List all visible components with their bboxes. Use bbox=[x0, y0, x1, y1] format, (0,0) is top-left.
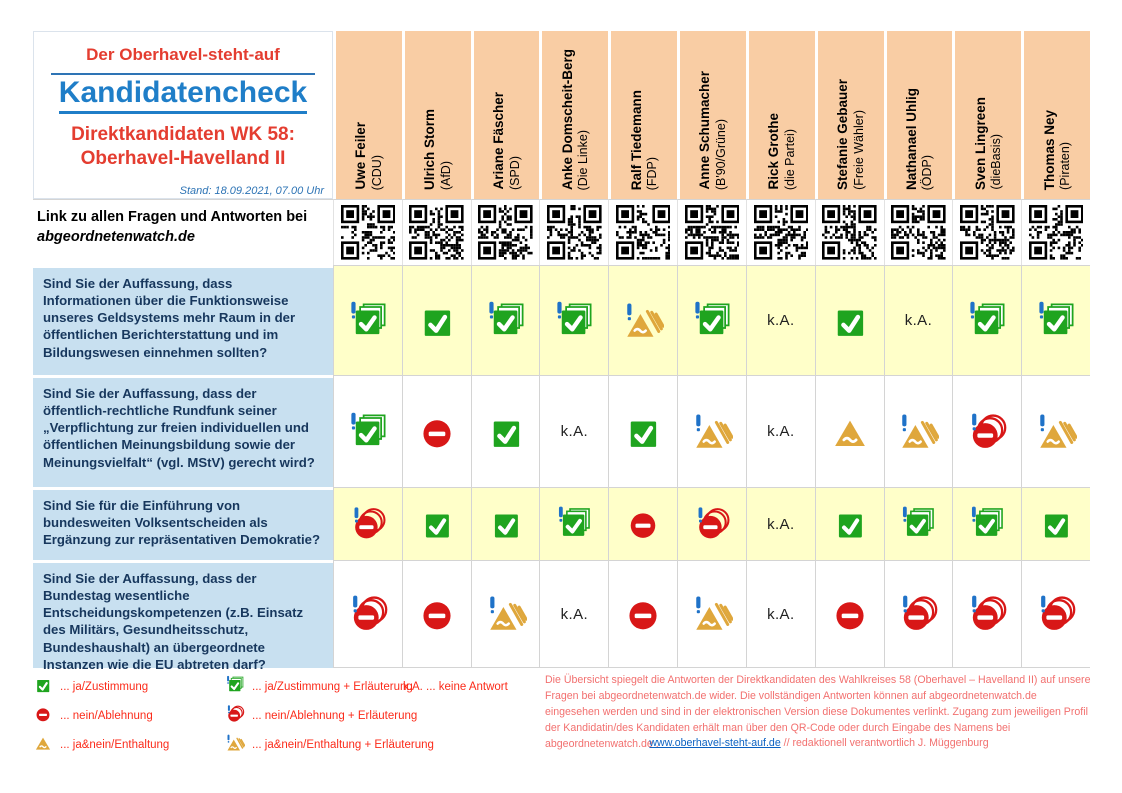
answer-cell bbox=[952, 265, 1021, 375]
ja-zustimmung-erlaeuterung-icon bbox=[485, 300, 527, 342]
question-1: Sind Sie der Auffassung, dass Informationen über die Funktionsweise unseres Geldsystems mehr Raum in der öffentlichen Berichterstattung und im Bildungswesen einnehmen sollten? bbox=[33, 265, 333, 375]
legend-icon-wrap bbox=[33, 675, 53, 698]
legend-icon-wrap bbox=[225, 704, 245, 727]
ja-zustimmung-icon bbox=[829, 300, 871, 342]
candidate-party: (Freie Wähler) bbox=[851, 110, 866, 190]
nein-ablehnung-erlaeuterung-icon bbox=[225, 704, 245, 724]
qr-code-link-11[interactable] bbox=[1021, 199, 1090, 265]
qr-code-link-2[interactable] bbox=[402, 199, 471, 265]
candidate-header-2 bbox=[402, 31, 471, 199]
website-link[interactable]: www.oberhavel-steht-auf.de bbox=[649, 737, 781, 749]
nein-ablehnung-icon bbox=[416, 593, 458, 635]
answer-cell bbox=[333, 560, 402, 668]
answer-cell bbox=[677, 560, 746, 668]
qr-code-link-8[interactable] bbox=[815, 199, 884, 265]
ja-zustimmung-icon bbox=[485, 411, 527, 453]
legend-label: ... ja&nein/Enthaltung bbox=[60, 738, 170, 751]
answer-cell bbox=[884, 265, 953, 375]
no-answer-label: k.A. bbox=[767, 312, 795, 329]
disclaimer-text: Die Übersicht spiegelt die Antworten der Direktkandidaten des Wahlkreises 58 (Oberhavel – Havelland II) auf unsere Fragen bei abgeordnetenwatch.de wider. Die vollständigen Antworten können auf abgeordnetenwatch.de eingesehen werden und sind in der elektronischen Version diese Dokumentes verlinkt. Zugang zum jeweiligen Profil der Kandidatin/des Kandidaten erhält man über den QR-Code oder durch Eingabe des Namens bei abgeordnetenwatch.de . bbox=[545, 674, 1091, 750]
answer-cell bbox=[815, 487, 884, 560]
legend-item-enthE bbox=[225, 733, 434, 756]
answer-cell bbox=[539, 375, 608, 487]
legend-label: ... ja/Zustimmung + Erläuterung bbox=[252, 680, 413, 693]
answer-cell bbox=[746, 375, 815, 487]
legend-item-enth bbox=[33, 733, 225, 756]
answer-cell bbox=[1021, 265, 1090, 375]
candidate-name: Thomas Ney bbox=[1041, 109, 1057, 190]
ja-zustimmung-erlaeuterung-icon bbox=[225, 675, 245, 695]
answer-cell bbox=[402, 487, 471, 560]
ja-zustimmung-erlaeuterung-icon bbox=[555, 505, 593, 543]
qr-code-link-3[interactable] bbox=[471, 199, 540, 265]
legend-keine-antwort: k.A. ... keine Antwort bbox=[403, 680, 508, 693]
legend-item-ja bbox=[33, 675, 225, 698]
legend-label: ... ja&nein/Enthaltung + Erläuterung bbox=[252, 738, 434, 751]
candidate-party: (FDP) bbox=[645, 156, 660, 190]
answer-cell bbox=[402, 265, 471, 375]
candidate-header-5 bbox=[608, 31, 677, 199]
legend-icon-wrap bbox=[33, 704, 53, 727]
answer-cell bbox=[677, 265, 746, 375]
nein-ablehnung-icon bbox=[829, 593, 871, 635]
legend-icon-wrap bbox=[225, 733, 245, 756]
candidate-name: Ulrich Storm bbox=[422, 108, 438, 190]
answer-cell bbox=[1021, 560, 1090, 668]
qr-code-link-9[interactable] bbox=[884, 199, 953, 265]
qr-code-icon bbox=[685, 205, 740, 260]
ja-zustimmung-icon bbox=[487, 505, 525, 543]
qr-code-icon bbox=[822, 205, 877, 260]
ja-zustimmung-erlaeuterung-icon bbox=[553, 300, 595, 342]
ja-zustimmung-icon bbox=[33, 675, 53, 695]
page-title: Kandidatencheck bbox=[59, 76, 307, 114]
answer-cell bbox=[471, 560, 540, 668]
ja-zustimmung-icon bbox=[1037, 505, 1075, 543]
candidate-header-3 bbox=[471, 31, 540, 199]
ja-nein-enthaltung-erlaeuterung-icon bbox=[897, 411, 939, 453]
legend-label: ... ja/Zustimmung bbox=[60, 680, 149, 693]
answer-cell bbox=[333, 265, 402, 375]
answer-cell bbox=[884, 487, 953, 560]
candidate-party: (dieBasis) bbox=[989, 134, 1004, 190]
ja-zustimmung-erlaeuterung-icon bbox=[347, 300, 389, 342]
nein-ablehnung-erlaeuterung-icon bbox=[966, 411, 1008, 453]
legend-label: ... nein/Ablehnung + Erläuterung bbox=[252, 709, 418, 722]
answer-cell bbox=[677, 487, 746, 560]
qr-code-link-1[interactable] bbox=[333, 199, 402, 265]
answer-cell bbox=[1021, 375, 1090, 487]
qr-code-icon bbox=[891, 205, 946, 260]
nein-ablehnung-icon bbox=[33, 704, 53, 724]
candidate-name: Ralf Tiedemann bbox=[628, 89, 644, 190]
candidate-party: (Die Linke) bbox=[576, 129, 591, 190]
answer-cell bbox=[952, 375, 1021, 487]
answer-cell bbox=[746, 487, 815, 560]
ja-nein-enthaltung-icon bbox=[33, 733, 53, 753]
answer-cell bbox=[952, 560, 1021, 668]
qr-code-icon bbox=[547, 205, 602, 260]
candidate-name: Anne Schumacher bbox=[697, 71, 713, 190]
no-answer-label: k.A. bbox=[560, 423, 589, 440]
qr-row-label bbox=[33, 199, 333, 265]
legend-icon-wrap bbox=[33, 733, 53, 756]
answer-cell bbox=[815, 375, 884, 487]
answer-cell bbox=[677, 375, 746, 487]
question-3: Sind Sie für die Einführung von bundesweiten Volksentscheiden als Ergänzung zur repräsentativen Demokratie? bbox=[33, 487, 333, 560]
nein-ablehnung-icon bbox=[416, 411, 458, 453]
ja-zustimmung-erlaeuterung-icon bbox=[691, 300, 733, 342]
candidate-party: (B'90/Grüne) bbox=[713, 118, 728, 190]
subtitle bbox=[34, 123, 332, 172]
qr-code-icon bbox=[616, 205, 671, 260]
candidate-party: (ÖDP) bbox=[920, 154, 935, 190]
ja-zustimmung-icon bbox=[622, 411, 664, 453]
answer-cell bbox=[884, 375, 953, 487]
qr-row-label-line2: abgeordnetenwatch.de bbox=[37, 228, 195, 245]
legend-item-neinE bbox=[225, 704, 418, 727]
ja-nein-enthaltung-erlaeuterung-icon bbox=[1035, 411, 1077, 453]
answer-cell bbox=[471, 487, 540, 560]
candidate-party: (AfD) bbox=[438, 160, 453, 190]
answer-cell bbox=[746, 265, 815, 375]
footer-credit: // redaktionell verantwortlich J. Müggenburg bbox=[780, 737, 989, 749]
ja-nein-enthaltung-erlaeuterung-icon bbox=[691, 593, 733, 635]
no-answer-label: k.A. bbox=[767, 515, 795, 533]
ja-nein-enthaltung-erlaeuterung-icon bbox=[485, 593, 527, 635]
answer-cell bbox=[815, 265, 884, 375]
no-answer-label: k.A. bbox=[560, 605, 589, 623]
no-answer-label: k.A. bbox=[904, 312, 933, 329]
answer-cell bbox=[815, 560, 884, 668]
candidate-party: (SPD) bbox=[507, 155, 522, 190]
candidate-party: (CDU) bbox=[369, 154, 384, 190]
answer-cell bbox=[608, 375, 677, 487]
candidate-name: Ariane Fäscher bbox=[491, 92, 507, 190]
candidate-header-10 bbox=[952, 31, 1021, 199]
ja-zustimmung-icon bbox=[831, 505, 869, 543]
qr-code-icon bbox=[1029, 205, 1084, 260]
ja-zustimmung-icon bbox=[418, 505, 456, 543]
qr-code-icon bbox=[341, 205, 396, 260]
answer-cell bbox=[608, 560, 677, 668]
answer-cell bbox=[333, 375, 402, 487]
legend-item-nein bbox=[33, 704, 225, 727]
answer-cell bbox=[402, 560, 471, 668]
candidate-party: (Piraten) bbox=[1058, 142, 1073, 190]
candidate-header-4 bbox=[539, 31, 608, 199]
subtitle-line1: Direktkandidaten WK 58: bbox=[71, 124, 295, 145]
legend-item-jaE bbox=[225, 675, 413, 698]
answer-cell bbox=[402, 375, 471, 487]
qr-code-link-7[interactable] bbox=[746, 199, 815, 265]
answer-cell bbox=[333, 487, 402, 560]
candidate-name: Stefanie Gebauer bbox=[835, 78, 851, 190]
candidate-header-6 bbox=[677, 31, 746, 199]
answer-cell bbox=[608, 265, 677, 375]
ja-zustimmung-erlaeuterung-icon bbox=[1035, 300, 1077, 342]
answer-cell bbox=[539, 560, 608, 668]
stand-timestamp: Stand: 18.09.2021, 07.00 Uhr bbox=[179, 184, 324, 197]
nein-ablehnung-erlaeuterung-icon bbox=[966, 593, 1008, 635]
nein-ablehnung-erlaeuterung-icon bbox=[693, 505, 731, 543]
candidate-name: Rick Grothe bbox=[766, 113, 782, 190]
ja-nein-enthaltung-icon bbox=[829, 411, 871, 453]
qr-code-link-4[interactable] bbox=[539, 199, 608, 265]
nein-ablehnung-erlaeuterung-icon bbox=[349, 505, 387, 543]
qr-code-icon bbox=[960, 205, 1015, 260]
qr-code-icon bbox=[409, 205, 464, 260]
answer-cell bbox=[471, 265, 540, 375]
qr-code-link-10[interactable] bbox=[952, 199, 1021, 265]
ja-nein-enthaltung-erlaeuterung-icon bbox=[691, 411, 733, 453]
candidate-name: Anke Domscheit-Berg bbox=[559, 48, 575, 190]
answer-cell bbox=[471, 375, 540, 487]
nein-ablehnung-erlaeuterung-icon bbox=[897, 593, 939, 635]
no-answer-label: k.A. bbox=[767, 423, 795, 440]
ja-nein-enthaltung-erlaeuterung-icon bbox=[622, 300, 664, 342]
kandidatencheck-table bbox=[33, 31, 1090, 672]
title-block bbox=[33, 31, 333, 199]
ja-zustimmung-erlaeuterung-icon bbox=[899, 505, 937, 543]
no-answer-label: k.A. bbox=[767, 605, 795, 623]
qr-code-link-5[interactable] bbox=[608, 199, 677, 265]
answer-cell bbox=[1021, 487, 1090, 560]
ja-zustimmung-erlaeuterung-icon bbox=[347, 411, 389, 453]
ja-zustimmung-icon bbox=[416, 300, 458, 342]
candidate-name: Uwe Feiler bbox=[353, 122, 369, 190]
ja-zustimmung-erlaeuterung-icon bbox=[966, 300, 1008, 342]
candidate-header-8 bbox=[815, 31, 884, 199]
qr-row-label-line1: Link zu allen Fragen und Antworten bei bbox=[37, 209, 308, 225]
candidate-name: Nathanael Uhlig bbox=[903, 87, 919, 190]
nein-ablehnung-icon bbox=[624, 505, 662, 543]
ja-zustimmung-erlaeuterung-icon bbox=[968, 505, 1006, 543]
qr-code-link-6[interactable] bbox=[677, 199, 746, 265]
legend-label: ... nein/Ablehnung bbox=[60, 709, 153, 722]
legend bbox=[33, 672, 508, 759]
qr-code-icon bbox=[478, 205, 533, 260]
nein-ablehnung-erlaeuterung-icon bbox=[1035, 593, 1077, 635]
question-4: Sind Sie der Auffassung, dass der Bundestag wesentliche Entscheidungskompetenzen (z.B. Einsatz des Militärs, Gesundheitsschutz, Bundeshaushalt) an übergeordnete Instanzen wie die EU abtreten darf? bbox=[33, 560, 333, 668]
answer-cell bbox=[884, 560, 953, 668]
legend-icon-wrap bbox=[225, 675, 245, 698]
subtitle-line2: Oberhavel-Havelland II bbox=[80, 148, 286, 170]
candidate-header-7 bbox=[746, 31, 815, 199]
footer bbox=[545, 737, 1093, 749]
question-2: Sind Sie der Auffassung, dass der öffentlich-rechtliche Rundfunk seiner „Verpflichtung zur freien individuellen und öffentlichen Meinungsbildung sowie der Meinungsvielfalt“ (vgl. MStV) gerecht wird? bbox=[33, 375, 333, 487]
candidate-party: (die Partei) bbox=[782, 128, 797, 190]
answer-cell bbox=[539, 265, 608, 375]
answer-cell bbox=[608, 487, 677, 560]
ja-nein-enthaltung-erlaeuterung-icon bbox=[225, 733, 245, 753]
answer-cell bbox=[952, 487, 1021, 560]
answer-cell bbox=[746, 560, 815, 668]
answer-cell bbox=[539, 487, 608, 560]
candidate-header-1 bbox=[333, 31, 402, 199]
qr-code-icon bbox=[754, 205, 809, 260]
title-small: Der Oberhavel-steht-auf bbox=[86, 45, 280, 64]
candidate-name: Sven Lingreen bbox=[972, 96, 988, 190]
candidate-header-11 bbox=[1021, 31, 1090, 199]
nein-ablehnung-icon bbox=[622, 593, 664, 635]
candidate-header-9 bbox=[884, 31, 953, 199]
nein-ablehnung-erlaeuterung-icon bbox=[347, 593, 389, 635]
